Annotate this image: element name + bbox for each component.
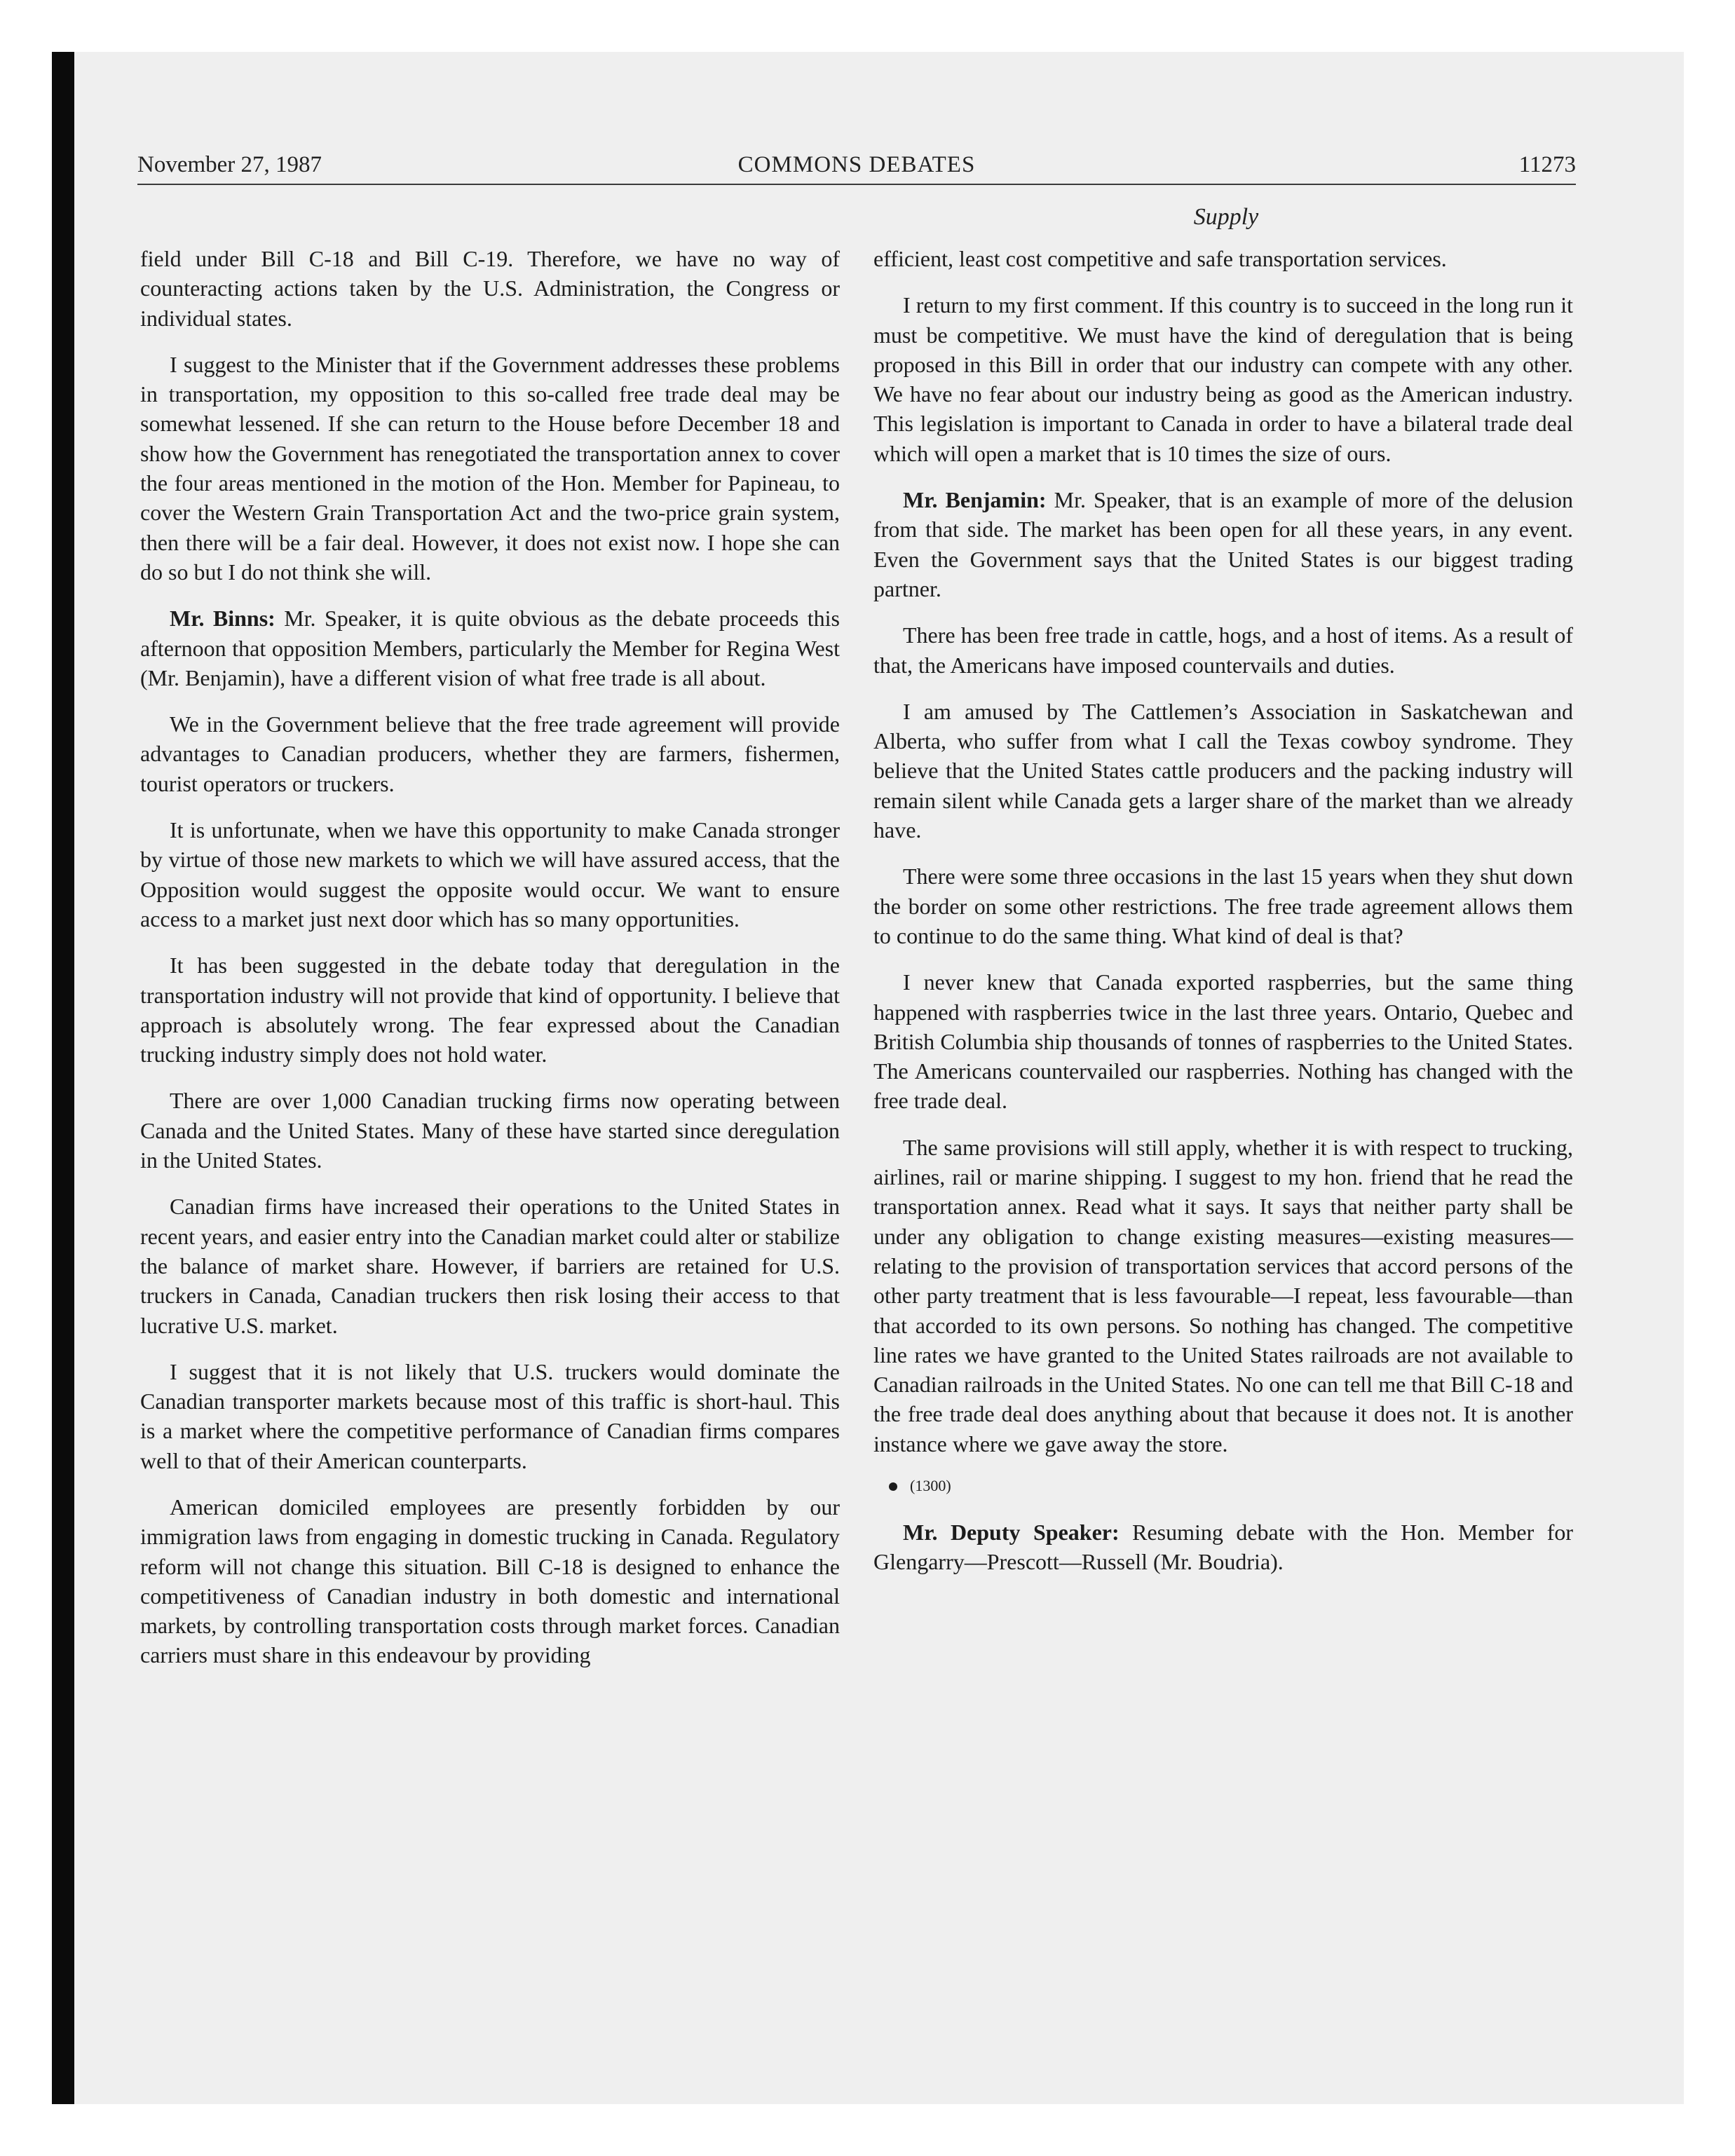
speech-paragraph [873,1517,1573,1577]
speech-paragraph [140,603,840,692]
speech-text: Mr. Speaker, that is an example of more of the delusion from that side. The market has been open for all these years, in any event. Even the Government says that the United States is our biggest trading partner. [873,487,1574,601]
paragraph: The same provisions will still apply, whether it is with respect to trucking, airlines, rail or marine shipping. I suggest to my hon. friend that he read the transportation annex. Read what it says. It says that neither party shall be under any obligation to change existing measures—existing measures—relating to the provision of transportation services that accord persons of the other party treatment that is less favourable—I repeat, less favourable—than that accorded to its own persons. So nothing has changed. The competitive line rates we have granted to the United States railroads are not available to Canadian railroads in the United States. No one can tell me that Bill C-18 and the free trade deal does anything about that because it does not. It is another instance where we gave away the store. [873,1134,1573,1456]
speaker-name: Mr. Deputy Speaker: [903,1519,1120,1545]
header-rule [137,184,1576,185]
paragraph: American domiciled employees are presently forbidden by our immigration laws from engaging in domestic trucking in Canada. Regulatory reform will not change this situation. Bill C-18 is designed to enhance the competitiveness of Canadian industry in both domestic and international markets, by controlling transportation costs through market forces. Canadian carriers must share in this endeavour by providing [140,1494,840,1668]
time-marker [873,1475,1573,1496]
paragraph: I never knew that Canada exported raspberries, but the same thing happened with raspberries twice in the last three years. Ontario, Quebec and British Columbia ship thousands of tonnes of raspberries to the United States. The Americans countervailed our raspberries. Nothing has changed with the free trade deal. [873,969,1573,1114]
left-column [140,244,840,1687]
bullet-icon [889,1482,897,1491]
publication-title: COMMONS DEBATES [737,152,976,177]
speech-text: Resuming debate with the Hon. Member for Glengarry—Prescott—Russell (Mr. Boudria). [873,1519,1573,1575]
speech-paragraph [873,485,1573,603]
paragraph: Canadian firms have increased their operations to the United States in recent years, and easier entry into the Canadian market could alter or stabilize the balance of market share. However, if barriers are retained for U.S. truckers in Canada, Canadian truckers then risk losing their access to that lucrative U.S. market. [140,1194,840,1338]
header-date: November 27, 1987 [137,152,322,177]
paragraph: I return to my first comment. If this country is to succeed in the long run it must be competitive. We must have the kind of deregulation that is being proposed in this Bill in order that our industry can compete with any other. We have no fear about our industry being as good as the American industry. This legislation is important to Canada in order to have a bilateral trade deal which will open a market that is 10 times the size of ours. [873,292,1573,466]
page-number: 11273 [1518,152,1576,177]
paragraph: I suggest that it is not likely that U.S. truckers would dominate the Canadian transporter markets because most of this traffic is short-haul. This is a market where the competitive performance of Canadian firms compares well to that of their American counterparts. [140,1358,840,1473]
speaker-name: Mr. Binns: [170,606,275,632]
time-marker-text: (1300) [910,1476,951,1494]
paragraph: It is unfortunate, when we have this opportunity to make Canada stronger by virtue of those new markets to which we will have assured access, that the Opposition would suggest the opposite would occur. We want to ensure access to a market just next door which has so many opportunities. [140,817,840,932]
speech-text: Mr. Speaker, it is quite obvious as the debate proceeds this afternoon that opposition Members, particularly the Member for Regina West (Mr. Benjamin), have a different vision of what free trade is all about. [140,606,841,690]
paragraph: I suggest to the Minister that if the Government addresses these problems in transportation, my opposition to this so-called free trade deal may be somewhat lessened. If she can return to the House before December 18 and show how the Government has renegotiated the transportation annex to cover the four areas mentioned in the motion of the Hon. Member for Papineau, to cover the Western Grain Transportation Act and the two-price grain system, then there will be a fair deal. However, it does not exist now. I hope she can do so but I do not think she will. [140,351,840,585]
paragraph: There are over 1,000 Canadian trucking firms now operating between Canada and the United States. Many of these have started since deregulation in the United States. [140,1088,840,1173]
speaker-name: Mr. Benjamin: [903,487,1047,513]
paragraph: efficient, least cost competitive and safe transportation services. [873,246,1447,271]
paragraph: There were some three occasions in the last 15 years when they shut down the border on some other restrictions. The free trade agreement allows them to continue to do the same thing. What kind of deal is that? [873,864,1573,948]
paragraph: It has been suggested in the debate today that deregulation in the transportation industry will not provide that kind of opportunity. I believe that approach is absolutely wrong. The fear expressed about the Canadian trucking industry simply does not hold water. [140,953,840,1067]
running-head [137,147,1576,182]
paragraph: field under Bill C-18 and Bill C-19. Therefore, we have no way of counteracting actions taken by the U.S. Administration, the Congress or individual states. [140,246,840,331]
right-column [873,244,1573,1594]
section-heading: Supply [1193,204,1259,230]
paragraph: I am amused by The Cattlemen’s Association in Saskatchewan and Alberta, who suffer from what I call the Texas cowboy syndrome. They believe that the United States cattle producers and the packing industry will remain silent while Canada gets a larger share of the market than we already have. [873,698,1573,843]
binding-edge-shadow [52,52,74,2104]
paragraph: We in the Government believe that the free trade agreement will provide advantages to Canadian producers, whether they are farmers, fishermen, tourist operators or truckers. [140,711,840,796]
paragraph: There has been free trade in cattle, hogs, and a host of items. As a result of that, the Americans have imposed countervails and duties. [873,622,1573,678]
